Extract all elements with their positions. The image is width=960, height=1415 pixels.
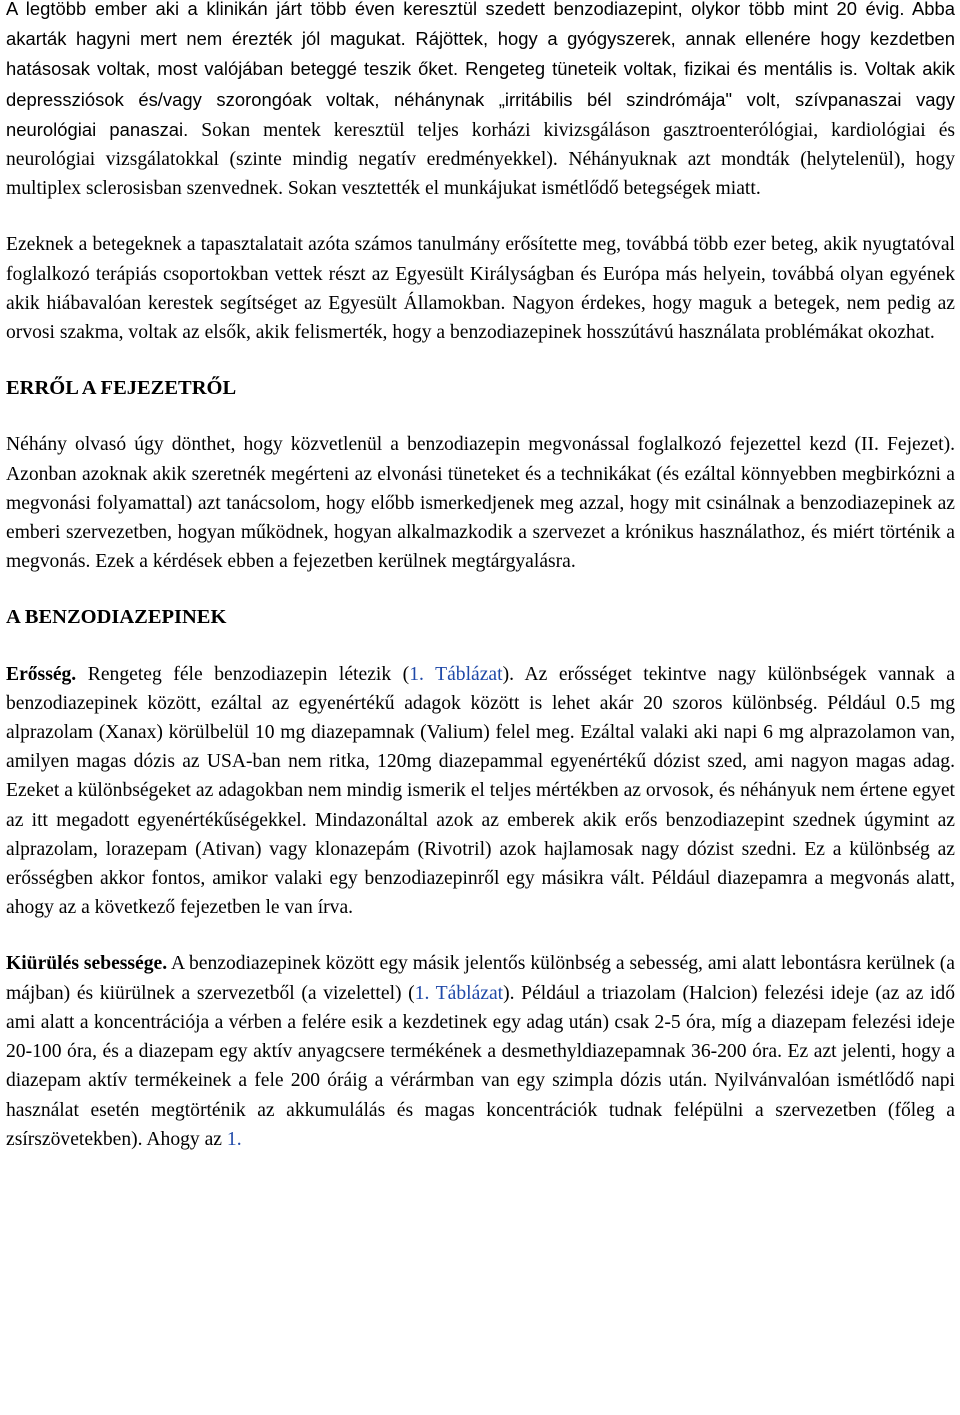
paragraph-reader-advice xyxy=(6,430,955,576)
paragraph-intro xyxy=(6,0,955,203)
paragraph-reader-advice-text: Néhány olvasó úgy dönthet, hogy közvetlenül a benzodiazepin megvonással foglalkozó fejezettel kezd (II. Fejezet). Azonban azoknak akik szeretnék megérteni az elvonási tüneteket és a technikákat (és ezáltal könnyebben megbirkózni a megvonási folyamattal) azt tanácsolom, hogy előbb ismerkedjenek meg azzal, hogy mit csinálnak a benzodiazepinek az emberi szervezetben, hogyan működnek, hogyan alkalmazkodik a szervezet a krónikus használathoz, és miért történik a megvonás. Ezek a kérdések ebben a fejezetben kerülnek megtárgyalásra. xyxy=(6,434,955,573)
table-1-link-elimination[interactable]: 1. Táblázat xyxy=(414,982,504,1004)
paragraph-elimination-rate-text xyxy=(6,949,955,1153)
paragraph-experiences-text: Ezeknek a betegeknek a tapasztalatait azóta számos tanulmány erősítette meg, továbbá több ezer beteg, akik nyugtatóval foglalkozó terápiás csoportokban vettek részt az Egyesült Királyságban és Európa más helyein, továbbá olyan egyének akik hiábavalóan kerestek segítséget az Egyesült Államokban. Nagyon érdekes, hogy maguk a betegek, nem pedig az orvosi szakma, voltak az elsők, akik felismerték, hogy a benzodiazepinek hosszútávú használata problémákat okozhat. xyxy=(6,234,955,344)
paragraph-intro-sans: A legtöbb ember aki a klinikán járt több éven keresztül szedett benzodiazepint, olykor több mint 20 évig. Abba akarták hagyni mert nem érezték jól magukat. Rájöttek, hogy a gyógyszerek, annak ellenére hogy kezdetben hatásosak voltak, most valójában beteggé teszik őket. Rengeteg tüneteik voltak, fizikai és mentális is. Voltak akik depressziósok és/vagy szorongóak voltak, néhánynak „irritábilis bél szindrómája" volt, szívpanaszai vagy neurológiai panaszai. xyxy=(6,0,955,140)
potency-text-before-link: Rengeteg féle benzodiazepin létezik ( xyxy=(76,663,410,685)
table-1-link-trailing[interactable]: 1. xyxy=(226,1128,242,1150)
paragraph-elimination-rate xyxy=(6,949,955,1153)
document-page xyxy=(6,0,955,1154)
paragraph-experiences xyxy=(6,230,955,347)
potency-lead: Erősség. xyxy=(6,663,77,685)
heading-benzodiazepines: A BENZODIAZEPINEK xyxy=(6,606,227,629)
heading-about-chapter: ERRŐL A FEJEZETRŐL xyxy=(6,377,237,400)
paragraph-intro-serif: Sokan mentek keresztül teljes korházi kivizsgáláson gasztroenterólógiai, kardiológiai és neurológiai vizsgálatokkal (szinte mindig negatív eredményekkel). Néhányuknak azt mondták (helytelenül), hogy multiplex sclerosisban szenvednek. Sokan vesztették el munkájukat ismétlődő betegségek miatt. xyxy=(6,119,956,200)
section-heading-benzodiazepines xyxy=(6,603,955,632)
elimination-lead: Kiürülés sebessége. xyxy=(6,953,168,975)
paragraph-potency xyxy=(6,660,955,923)
paragraph-intro-text xyxy=(6,0,955,203)
elimination-text-after-link: ). Például a triazolam (Halcion) felezési ideje (az az idő ami alatt a koncentrációja a vérben a felére esik a kezdetinek egy adag után) csak 2-5 óra, míg a diazepam felezési ideje 20-100 óra, és a diazepam egy aktív anyagcsere termékének a desmethyldiazepamnak 36-200 óra. Ez azt jelenti, hogy a diazepam aktív termékeinek a fele 200 óráig a vérármban van egy szimpla dózis után. Nyilvánvalóan ismétlődő napi használat esetén megtörténik az akkumulálás és magas koncentrációk tudnak felépülni a szervezetben (főleg a zsírszövetekben). Ahogy az xyxy=(6,982,955,1150)
table-1-link[interactable]: 1. Táblázat xyxy=(409,663,503,685)
elimination-text-before-link: A benzodiazepinek között egy másik jelentős különbség a sebesség, ami alatt lebontásra kerülnek (a májban) és kiürülnek a szervezetből (a vizelettel) ( xyxy=(6,953,955,1004)
paragraph-potency-text xyxy=(6,660,955,923)
section-heading-about-chapter xyxy=(6,374,955,403)
potency-text-after-link: ). Az erősséget tekintve nagy különbségek vannak a benzodiazepinek között, ezáltal az egyenértékű adagok között is lehet akár 20 szoros különbség. Például 0.5 mg alprazolam (Xanax) körülbelül 10 mg diazepamnak (Valium) felel meg. Ezáltal valaki aki napi 6 mg alprazolamon van, amilyen magas dózis az USA-ban nem ritka, 120mg diazepammal egyenértékű dózist szed, ami nagyon magas adag. Ezeket a különbségeket az adagokban nem mindig ismerik el teljes mértékben az orvosok, és néhányuk nem értene egyet az itt megadott egyenértékűségekkel. Mindazonáltal azok az emberek akik erős benzodiazepint szednek úgymint az alprazolam, lorazepam (Ativan) vagy klonazepám (Rivotril) azok hajlamosak nagy dózist szedni. Ez a különbség az erősségben akkor fontos, amikor valaki egy benzodiazepinről egy másikra vált. Például diazepamra a megvonás alatt, ahogy az a következő fejezetben le van írva. xyxy=(6,663,956,919)
